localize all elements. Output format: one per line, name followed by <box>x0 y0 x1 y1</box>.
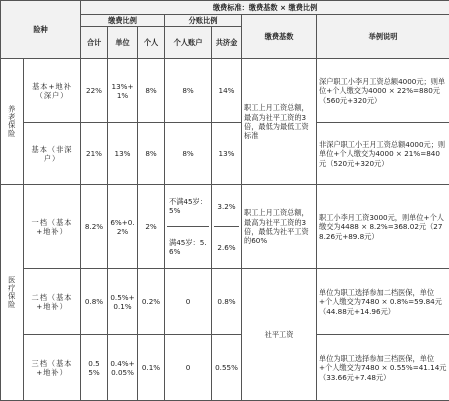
medical-tier2-individual: 0.2% <box>138 269 165 335</box>
medical-tier1-example: 职工小李月工资3000元，则单位+个人缴交为4488 × 8.2%=368.02元（278.26元+89.8元） <box>317 185 449 269</box>
medical-tier3-employer: 0.4%+0.05% <box>108 335 138 401</box>
medical-tier3-total: 0.55% <box>81 335 108 401</box>
medical-tier3-pool: 0.55% <box>212 335 242 401</box>
medical-tier1-account-under45: 不满45岁：5% <box>169 197 207 216</box>
medical-tier1-account-over45: 满45岁：5.6% <box>167 226 209 267</box>
medical-tier2-example: 单位为职工选择参加二档医保，单位+个人缴交为7480 × 0.8%=59.84元（44.88元+14.96元） <box>317 269 449 335</box>
header-employer: 单位 <box>108 27 138 59</box>
pension-pool-shenzhen: 14% <box>212 59 242 123</box>
pension-example-shenzhen: 深户职工小李月工资总额4000元；则单位+个人缴交为4000 × 22%=880元（560元+320元） <box>317 59 449 123</box>
pension-total-non-shenzhen: 21% <box>81 123 108 185</box>
header-pool: 共济金 <box>212 27 242 59</box>
medical-tier23-base: 社平工资 <box>242 269 317 401</box>
medical-tier2-total: 0.8% <box>81 269 108 335</box>
medical-tier1-individual: 2% <box>138 185 165 269</box>
header-contribution-ratio: 缴费比例 <box>81 15 165 27</box>
header-total: 合计 <box>81 27 108 59</box>
pension-account-shenzhen: 8% <box>165 59 212 123</box>
medical-tier3-example: 单位为职工选择参加三档医保，单位+个人缴交为7480 × 0.55%=41.14元（33.66元+7.48元） <box>317 335 449 401</box>
header-insurance-type: 险种 <box>1 1 81 59</box>
medical-tier1-pool-over45: 2.6% <box>214 226 239 267</box>
pension-employer-shenzhen: 13%+1% <box>108 59 138 123</box>
medical-tier2-pool: 0.8% <box>212 269 242 335</box>
header-allocation-ratio: 分账比例 <box>165 15 242 27</box>
pension-pool-non-shenzhen: 13% <box>212 123 242 185</box>
header-example: 举例说明 <box>317 15 449 59</box>
medical-tier1-total: 8.2% <box>81 185 108 269</box>
medical-tier3-account: 0 <box>165 335 212 401</box>
pension-type-non-shenzhen: 基本（非深户） <box>24 123 81 185</box>
header-base: 缴费基数 <box>242 15 317 59</box>
medical-tier1-employer: 6%+0.2% <box>108 185 138 269</box>
header-standard: 缴费标准：缴费基数 × 缴费比例 <box>81 1 449 15</box>
header-individual: 个人 <box>138 27 165 59</box>
medical-tier2-type: 二档（基本+地补） <box>24 269 81 335</box>
medical-tier1-base: 职工上月工资总额，最高为社平工资的3倍，最低为社平工资的60% <box>242 185 317 269</box>
pension-account-non-shenzhen: 8% <box>165 123 212 185</box>
medical-tier2-employer: 0.5%+0.1% <box>108 269 138 335</box>
medical-tier2-account: 0 <box>165 269 212 335</box>
medical-tier1-type: 一档（基本+地补） <box>24 185 81 269</box>
medical-tier1-pool-cell <box>212 185 242 269</box>
pension-individual-shenzhen: 8% <box>138 59 165 123</box>
medical-tier3-individual: 0.1% <box>138 335 165 401</box>
pension-total-shenzhen: 22% <box>81 59 108 123</box>
medical-tier1-pool-under45: 3.2% <box>217 201 236 211</box>
pension-base: 职工上月工资总额，最高为社平工资的3倍，最低为最低工资标准 <box>242 59 317 185</box>
medical-tier1-account-cell <box>165 185 212 269</box>
pension-category: 养老保险 <box>1 59 24 185</box>
pension-type-shenzhen: 基本+地补（深户） <box>24 59 81 123</box>
pension-example-non-shenzhen: 非深户职工小王月工资总额4000元；则单位+个人缴交为4000 × 21%=840元（520元+320元） <box>317 123 449 185</box>
pension-employer-non-shenzhen: 13% <box>108 123 138 185</box>
header-personal-account: 个人账户 <box>165 27 212 59</box>
medical-tier3-type: 三档（基本+地补） <box>24 335 81 401</box>
medical-category: 医疗保险 <box>1 185 24 401</box>
pension-individual-non-shenzhen: 8% <box>138 123 165 185</box>
